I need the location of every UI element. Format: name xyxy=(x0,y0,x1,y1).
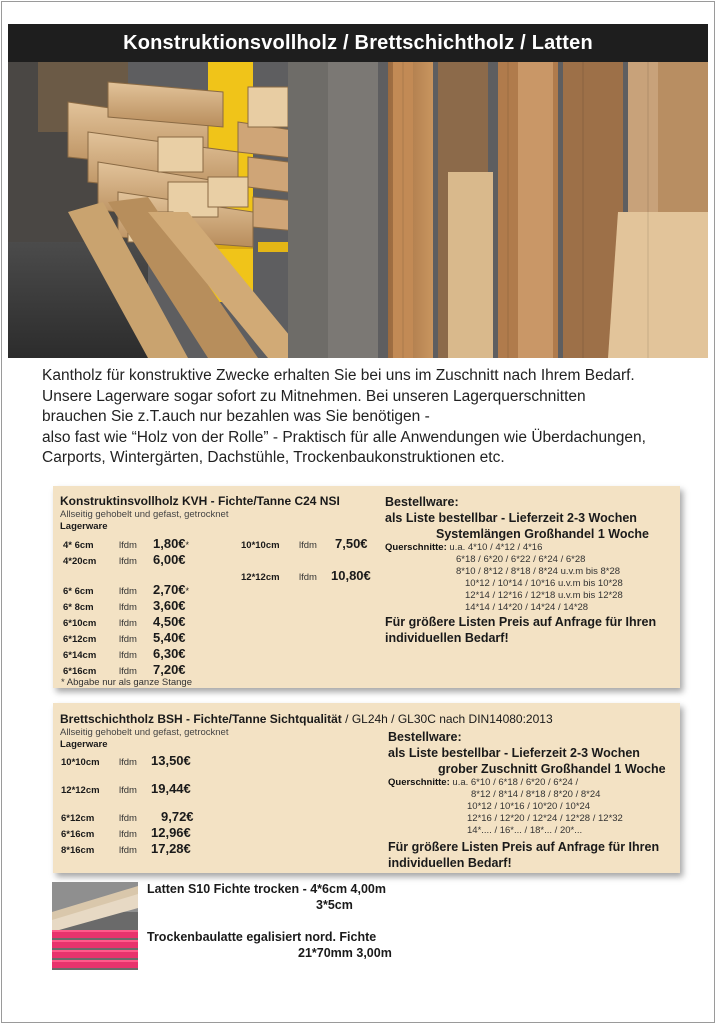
kvh-unit: lfdm xyxy=(119,618,137,629)
kvh-price: 7,50€ xyxy=(335,536,368,551)
bsh-price-row xyxy=(61,753,191,769)
title-bar xyxy=(8,24,708,62)
timber-photo-illustration xyxy=(8,62,708,358)
kvh-dimension: 6* 6cm xyxy=(63,586,94,597)
intro-line: Unsere Lagerware sogar sofort zu Mitnehmen. Bei unseren Lagerquerschnitten xyxy=(42,387,586,405)
kvh-price-box xyxy=(53,486,680,688)
bsh-order-heading: Bestellware: xyxy=(388,730,462,744)
kvh-querschnitte-line: 8*10 / 8*12 / 8*18 / 8*24 u.v.m bis 8*28 xyxy=(456,566,621,577)
bsh-order-line2: grober Zuschnitt Großhandel 1 Woche xyxy=(438,762,666,776)
bsh-querschnitte-line: 12*16 / 12*20 / 12*24 / 12*28 / 12*32 xyxy=(467,813,623,824)
kvh-dimension: 6*16cm xyxy=(63,666,97,677)
kvh-price: 4,50€ xyxy=(153,614,186,629)
kvh-dimension: 4*20cm xyxy=(63,556,97,567)
bsh-closing1: Für größere Listen Preis auf Anfrage für Ihren xyxy=(388,840,660,854)
kvh-dimension: 12*12cm xyxy=(241,572,280,583)
kvh-dimension: 6*12cm xyxy=(63,634,97,645)
bsh-dimension: 6*12cm xyxy=(61,813,95,824)
kvh-price: 10,80€ xyxy=(331,568,371,583)
latten-line3: Trockenbaulatte egalisiert nord. Fichte xyxy=(147,930,377,944)
bsh-unit: lfdm xyxy=(119,757,137,768)
latten-illustration xyxy=(52,882,138,970)
bsh-price: 19,44€ xyxy=(151,781,191,796)
bsh-lagerware-label: Lagerware xyxy=(60,739,108,750)
bsh-price-row xyxy=(61,781,191,797)
kvh-unit: lfdm xyxy=(119,540,137,551)
kvh-dimension: 6*10cm xyxy=(63,618,97,629)
bsh-querschnitte-label: Querschnitte: xyxy=(388,777,450,788)
kvh-footnote: * Abgabe nur als ganze Stange xyxy=(61,677,192,688)
bsh-querschnitte-line: u.a. 6*10 / 6*18 / 6*20 / 6*24 / xyxy=(452,777,579,788)
bsh-querschnitte-line: 8*12 / 8*14 / 8*18 / 8*20 / 8*24 xyxy=(471,789,601,800)
bsh-subtitle: Allseitig gehobelt und gefast, getrocknet xyxy=(60,727,229,738)
intro-line: brauchen Sie z.T.auch nur bezahlen was Sie benötigen - xyxy=(42,408,430,425)
kvh-dimension: 10*10cm xyxy=(241,540,280,551)
bsh-price: 17,28€ xyxy=(151,841,191,856)
bsh-unit: lfdm xyxy=(119,785,137,796)
bsh-querschnitte-line: 10*12 / 10*16 / 10*20 / 10*24 xyxy=(467,801,591,812)
kvh-price-row xyxy=(63,552,186,568)
bsh-querschnitte xyxy=(388,777,578,789)
kvh-price-row xyxy=(63,614,186,630)
bsh-unit: lfdm xyxy=(119,845,137,856)
kvh-order-line1: als Liste bestellbar - Lieferzeit 2-3 Wochen xyxy=(385,511,637,525)
kvh-price: 1,80€ xyxy=(153,536,186,551)
kvh-unit: lfdm xyxy=(119,556,137,567)
kvh-title: Konstruktinsvollholz KVH - Fichte/Tanne C24 NSI xyxy=(60,494,340,508)
bsh-closing2: individuellen Bedarf! xyxy=(388,856,512,870)
intro-line: Kantholz für konstruktive Zwecke erhalten Sie bei uns im Zuschnitt nach Ihrem Bedarf. xyxy=(42,367,635,384)
kvh-price: 5,40€ xyxy=(153,630,186,645)
kvh-unit: lfdm xyxy=(119,650,137,661)
kvh-price-row xyxy=(63,646,186,662)
kvh-price-row xyxy=(63,598,186,614)
kvh-lagerware-label: Lagerware xyxy=(60,521,108,532)
kvh-price-row xyxy=(63,630,186,646)
kvh-price-row xyxy=(241,568,371,584)
bsh-price-row xyxy=(61,825,191,841)
kvh-closing2: individuellen Bedarf! xyxy=(385,631,509,645)
bsh-dimension: 6*16cm xyxy=(61,829,95,840)
bsh-dimension: 8*16cm xyxy=(61,845,95,856)
kvh-subtitle: Allseitig gehobelt und gefast, getrocknet xyxy=(60,509,229,520)
bsh-price-row xyxy=(61,841,191,857)
latten-photo xyxy=(52,882,138,970)
bsh-unit: lfdm xyxy=(119,829,137,840)
kvh-price-row xyxy=(63,662,186,678)
kvh-querschnitte-line: 12*14 / 12*16 / 12*18 u.v.m bis 12*28 xyxy=(465,590,623,601)
page-title: Konstruktionsvollholz / Brettschichtholz / Latten xyxy=(123,31,593,54)
latten-line4: 21*70mm 3,00m xyxy=(298,946,392,960)
kvh-price: 2,70€ xyxy=(153,582,186,597)
kvh-querschnitte-line: 14*14 / 14*20 / 14*24 / 14*28 xyxy=(465,602,589,613)
kvh-unit: lfdm xyxy=(119,634,137,645)
kvh-closing1: Für größere Listen Preis auf Anfrage für Ihren xyxy=(385,615,657,629)
bsh-price-row xyxy=(61,809,194,825)
kvh-unit: lfdm xyxy=(119,602,137,613)
bsh-unit: lfdm xyxy=(119,813,137,824)
kvh-star: * xyxy=(185,586,190,596)
bsh-querschnitte-line: 14*.... / 16*... / 18*... / 20*... xyxy=(467,825,583,836)
kvh-price-row xyxy=(63,582,189,598)
kvh-price: 3,60€ xyxy=(153,598,186,613)
kvh-unit: lfdm xyxy=(299,572,317,583)
timber-storage-photo xyxy=(8,62,708,358)
kvh-order-heading: Bestellware: xyxy=(385,495,459,509)
kvh-unit: lfdm xyxy=(119,666,137,677)
kvh-price: 6,30€ xyxy=(153,646,186,661)
kvh-price: 7,20€ xyxy=(153,662,186,677)
kvh-unit: lfdm xyxy=(119,586,137,597)
bsh-title xyxy=(60,712,553,726)
kvh-dimension: 6*14cm xyxy=(63,650,97,661)
kvh-querschnitte xyxy=(385,542,542,554)
kvh-star: * xyxy=(185,540,190,550)
bsh-title-suffix: / GL24h / GL30C nach DIN14080:2013 xyxy=(341,712,553,726)
intro-line: also fast wie “Holz von der Rolle” - Praktisch für alle Anwendungen wie Überdachungen, xyxy=(42,428,646,446)
kvh-unit: lfdm xyxy=(299,540,317,551)
kvh-dimension: 6* 8cm xyxy=(63,602,94,613)
intro-line: Carports, Wintergärten, Dachstühle, Trockenbaukonstruktionen etc. xyxy=(42,449,505,466)
bsh-dimension: 12*12cm xyxy=(61,785,100,796)
kvh-price-row xyxy=(63,536,189,552)
kvh-order-line2: Systemlängen Großhandel 1 Woche xyxy=(436,527,650,541)
bsh-price-box xyxy=(53,703,680,873)
kvh-querschnitte-line: 6*18 / 6*20 / 6*22 / 6*24 / 6*28 xyxy=(456,554,586,565)
bsh-title-main: Brettschichtholz BSH - Fichte/Tanne Sichtqualität xyxy=(60,712,342,726)
kvh-price-row xyxy=(241,536,368,552)
kvh-querschnitte-line: 10*12 / 10*14 / 10*16 u.v.m bis 10*28 xyxy=(465,578,623,589)
intro-text xyxy=(42,366,702,469)
latten-line2: 3*5cm xyxy=(316,898,353,912)
kvh-querschnitte-label: Querschnitte: xyxy=(385,542,447,553)
bsh-price: 9,72€ xyxy=(161,809,194,824)
bsh-dimension: 10*10cm xyxy=(61,757,100,768)
bsh-price: 12,96€ xyxy=(151,825,191,840)
kvh-dimension: 4* 6cm xyxy=(63,540,94,551)
kvh-price: 6,00€ xyxy=(153,552,186,567)
kvh-querschnitte-line: u.a. 4*10 / 4*12 / 4*16 xyxy=(449,542,543,553)
latten-line1: Latten S10 Fichte trocken - 4*6cm 4,00m xyxy=(147,882,386,896)
bsh-price: 13,50€ xyxy=(151,753,191,768)
bsh-order-line1: als Liste bestellbar - Lieferzeit 2-3 Wochen xyxy=(388,746,640,760)
